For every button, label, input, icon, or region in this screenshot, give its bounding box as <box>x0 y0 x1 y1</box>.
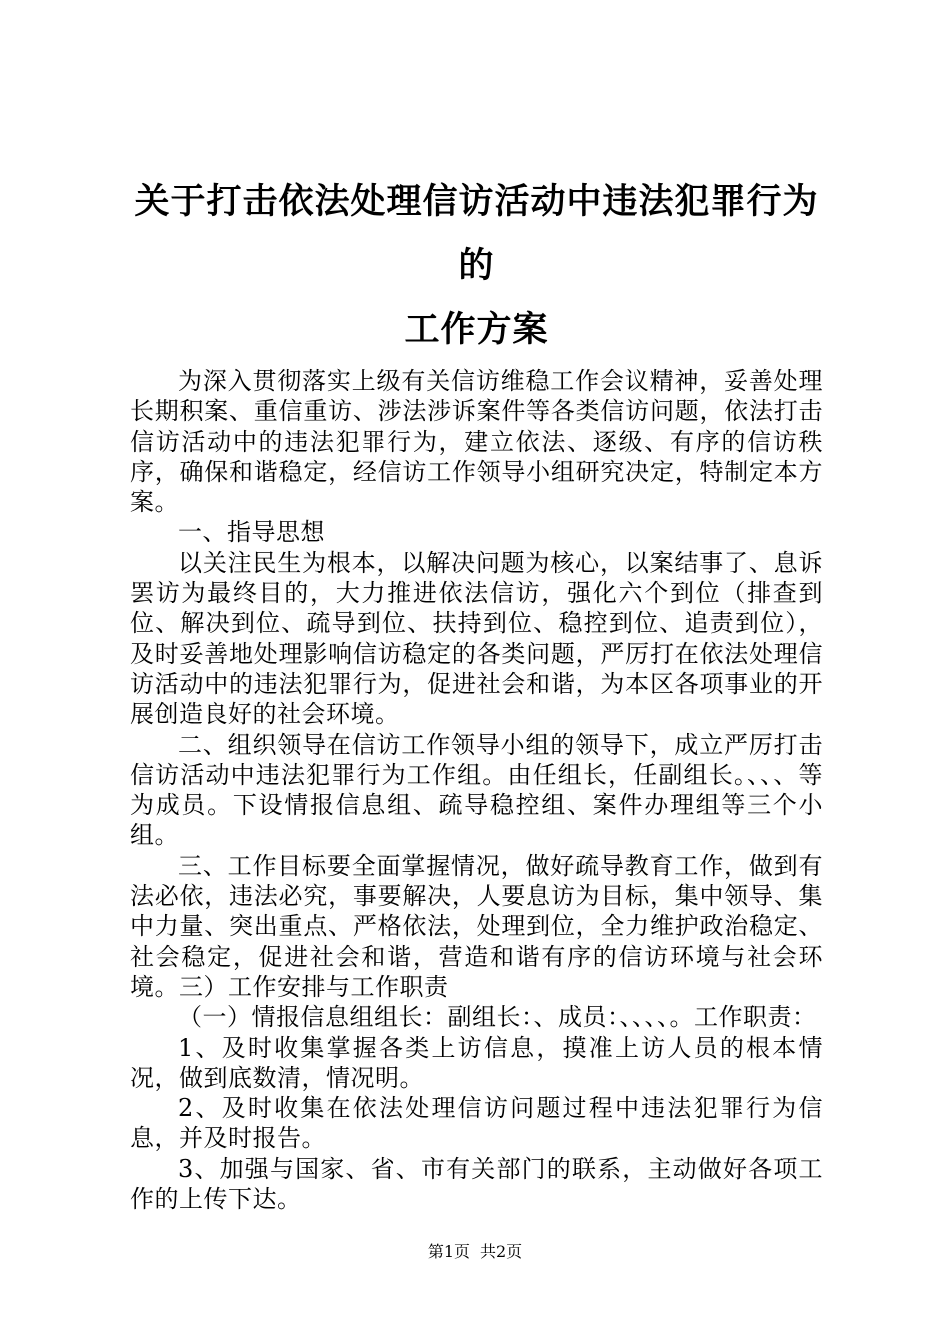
paragraph-organization: 二、组织领导在信访工作领导小组的领导下，成立严厉打击信访活动中违法犯罪行为工作组。由任组长，任副组长。、、、等为成员。下设情报信息组、疏导稳控组、案件办理组等三个小组。 <box>130 730 823 850</box>
page-footer <box>0 1242 950 1262</box>
paragraph-intelligence-group: （一）情报信息组组长：副组长：、成员：、、、、。工作职责： <box>178 1003 817 1032</box>
paragraph-guiding-thought: 以关注民生为根本，以解决问题为核心，以案结事了、息诉罢访为最终目的，大力推进依法信访，强化六个到位（排查到位、解决到位、疏导到位、扶持到位、稳控到位、追责到位），及时妥善地处理影响信访稳定的各类问题，严厉打在依法处理信访活动中的违法犯罪行为，促进社会和谐，为本区各项事业的开展创造良好的社会环境。 <box>130 548 823 729</box>
list-item: 3、加强与国家、省、市有关部门的联系，主动做好各项工作的上传下达。 <box>130 1154 823 1214</box>
title-line-2: 工作方案 <box>404 310 549 350</box>
list-item: 1、及时收集掌握各类上访信息，摸准上访人员的根本情况，做到底数清，情况明。 <box>130 1033 823 1092</box>
paragraph-intro: 为深入贯彻落实上级有关信访维稳工作会议精神，妥善处理长期积案、重信重访、涉法涉诉案件等各类信访问题，依法打击信访活动中的违法犯罪行为，建立依法、逐级、有序的信访秩序，确保和谐稳定，经信访工作领导小组研究决定，特制定本方案。 <box>130 367 823 517</box>
document-body <box>130 366 823 1214</box>
list-item: 2、及时收集在依法处理信访问题过程中违法犯罪行为信息，并及时报告。 <box>130 1094 823 1153</box>
paragraph-goals: 三、工作目标要全面掌握情况，做好疏导教育工作，做到有法必依，违法必究，事要解决，人要息访为目标，集中领导、集中力量、突出重点、严格依法，处理到位，全力维护政治稳定、社会稳定，促进社会和谐，营造和谐有序的信访环境与社会环境。三）工作安排与工作职责 <box>130 851 823 1001</box>
heading-guiding-thought: 一、指导思想 <box>178 518 325 547</box>
document-title <box>130 170 823 362</box>
page-total: 共2页 <box>480 1242 523 1261</box>
title-line-1: 关于打击依法处理信访活动中违法犯罪行为的 <box>134 182 819 286</box>
page-number: 第1页 <box>427 1242 470 1261</box>
